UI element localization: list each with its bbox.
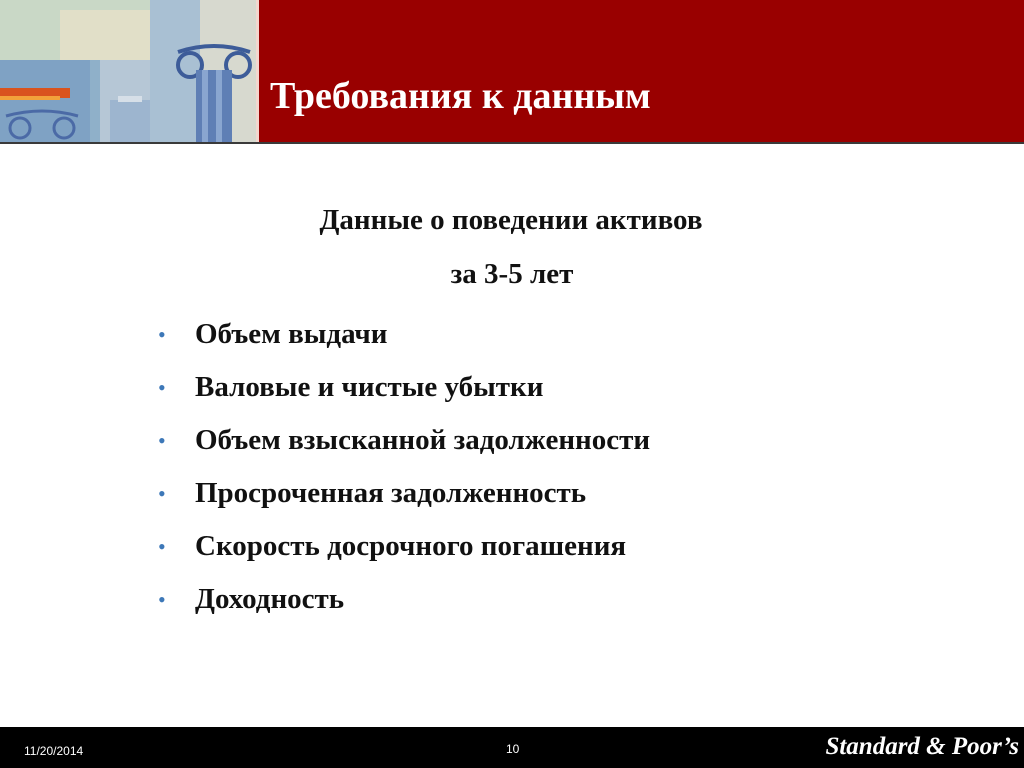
bullet-list [150,308,650,626]
slide-footer [0,727,1024,768]
bullet-text: Доходность [195,583,345,615]
subtitle-line-1: Данные о поведении активов [319,204,703,236]
subtitle-line-2: за 3-5 лет [450,258,574,290]
bullet-text: Просроченная задолженность [195,477,587,509]
bullet-text: Объем выдачи [195,318,388,350]
bullet-item [150,467,650,520]
bullet-text: Скорость досрочного погашения [195,530,627,562]
header-columns-image [0,0,256,143]
bullet-dot-icon: • [158,533,166,559]
bullet-item [150,361,650,414]
bullet-item [150,520,650,573]
page-number: 10 [506,742,520,756]
header-divider [0,142,1024,144]
slide-header [0,0,1024,143]
bullet-item [150,414,650,467]
footer-date: 11/20/2014 [24,744,84,758]
bullet-item [150,573,650,626]
bullet-text: Валовые и чистые убытки [195,371,544,403]
bullet-dot-icon: • [158,321,166,347]
slide-title: Требования к данным [270,75,651,117]
standard-and-poors-logo: Standard & Poor’s [825,733,1019,760]
bullet-text: Объем взысканной задолженности [195,424,651,456]
bullet-item [150,308,650,361]
bullet-dot-icon: • [158,427,166,453]
bullet-dot-icon: • [158,374,166,400]
bullet-dot-icon: • [158,586,166,612]
bullet-dot-icon: • [158,480,166,506]
